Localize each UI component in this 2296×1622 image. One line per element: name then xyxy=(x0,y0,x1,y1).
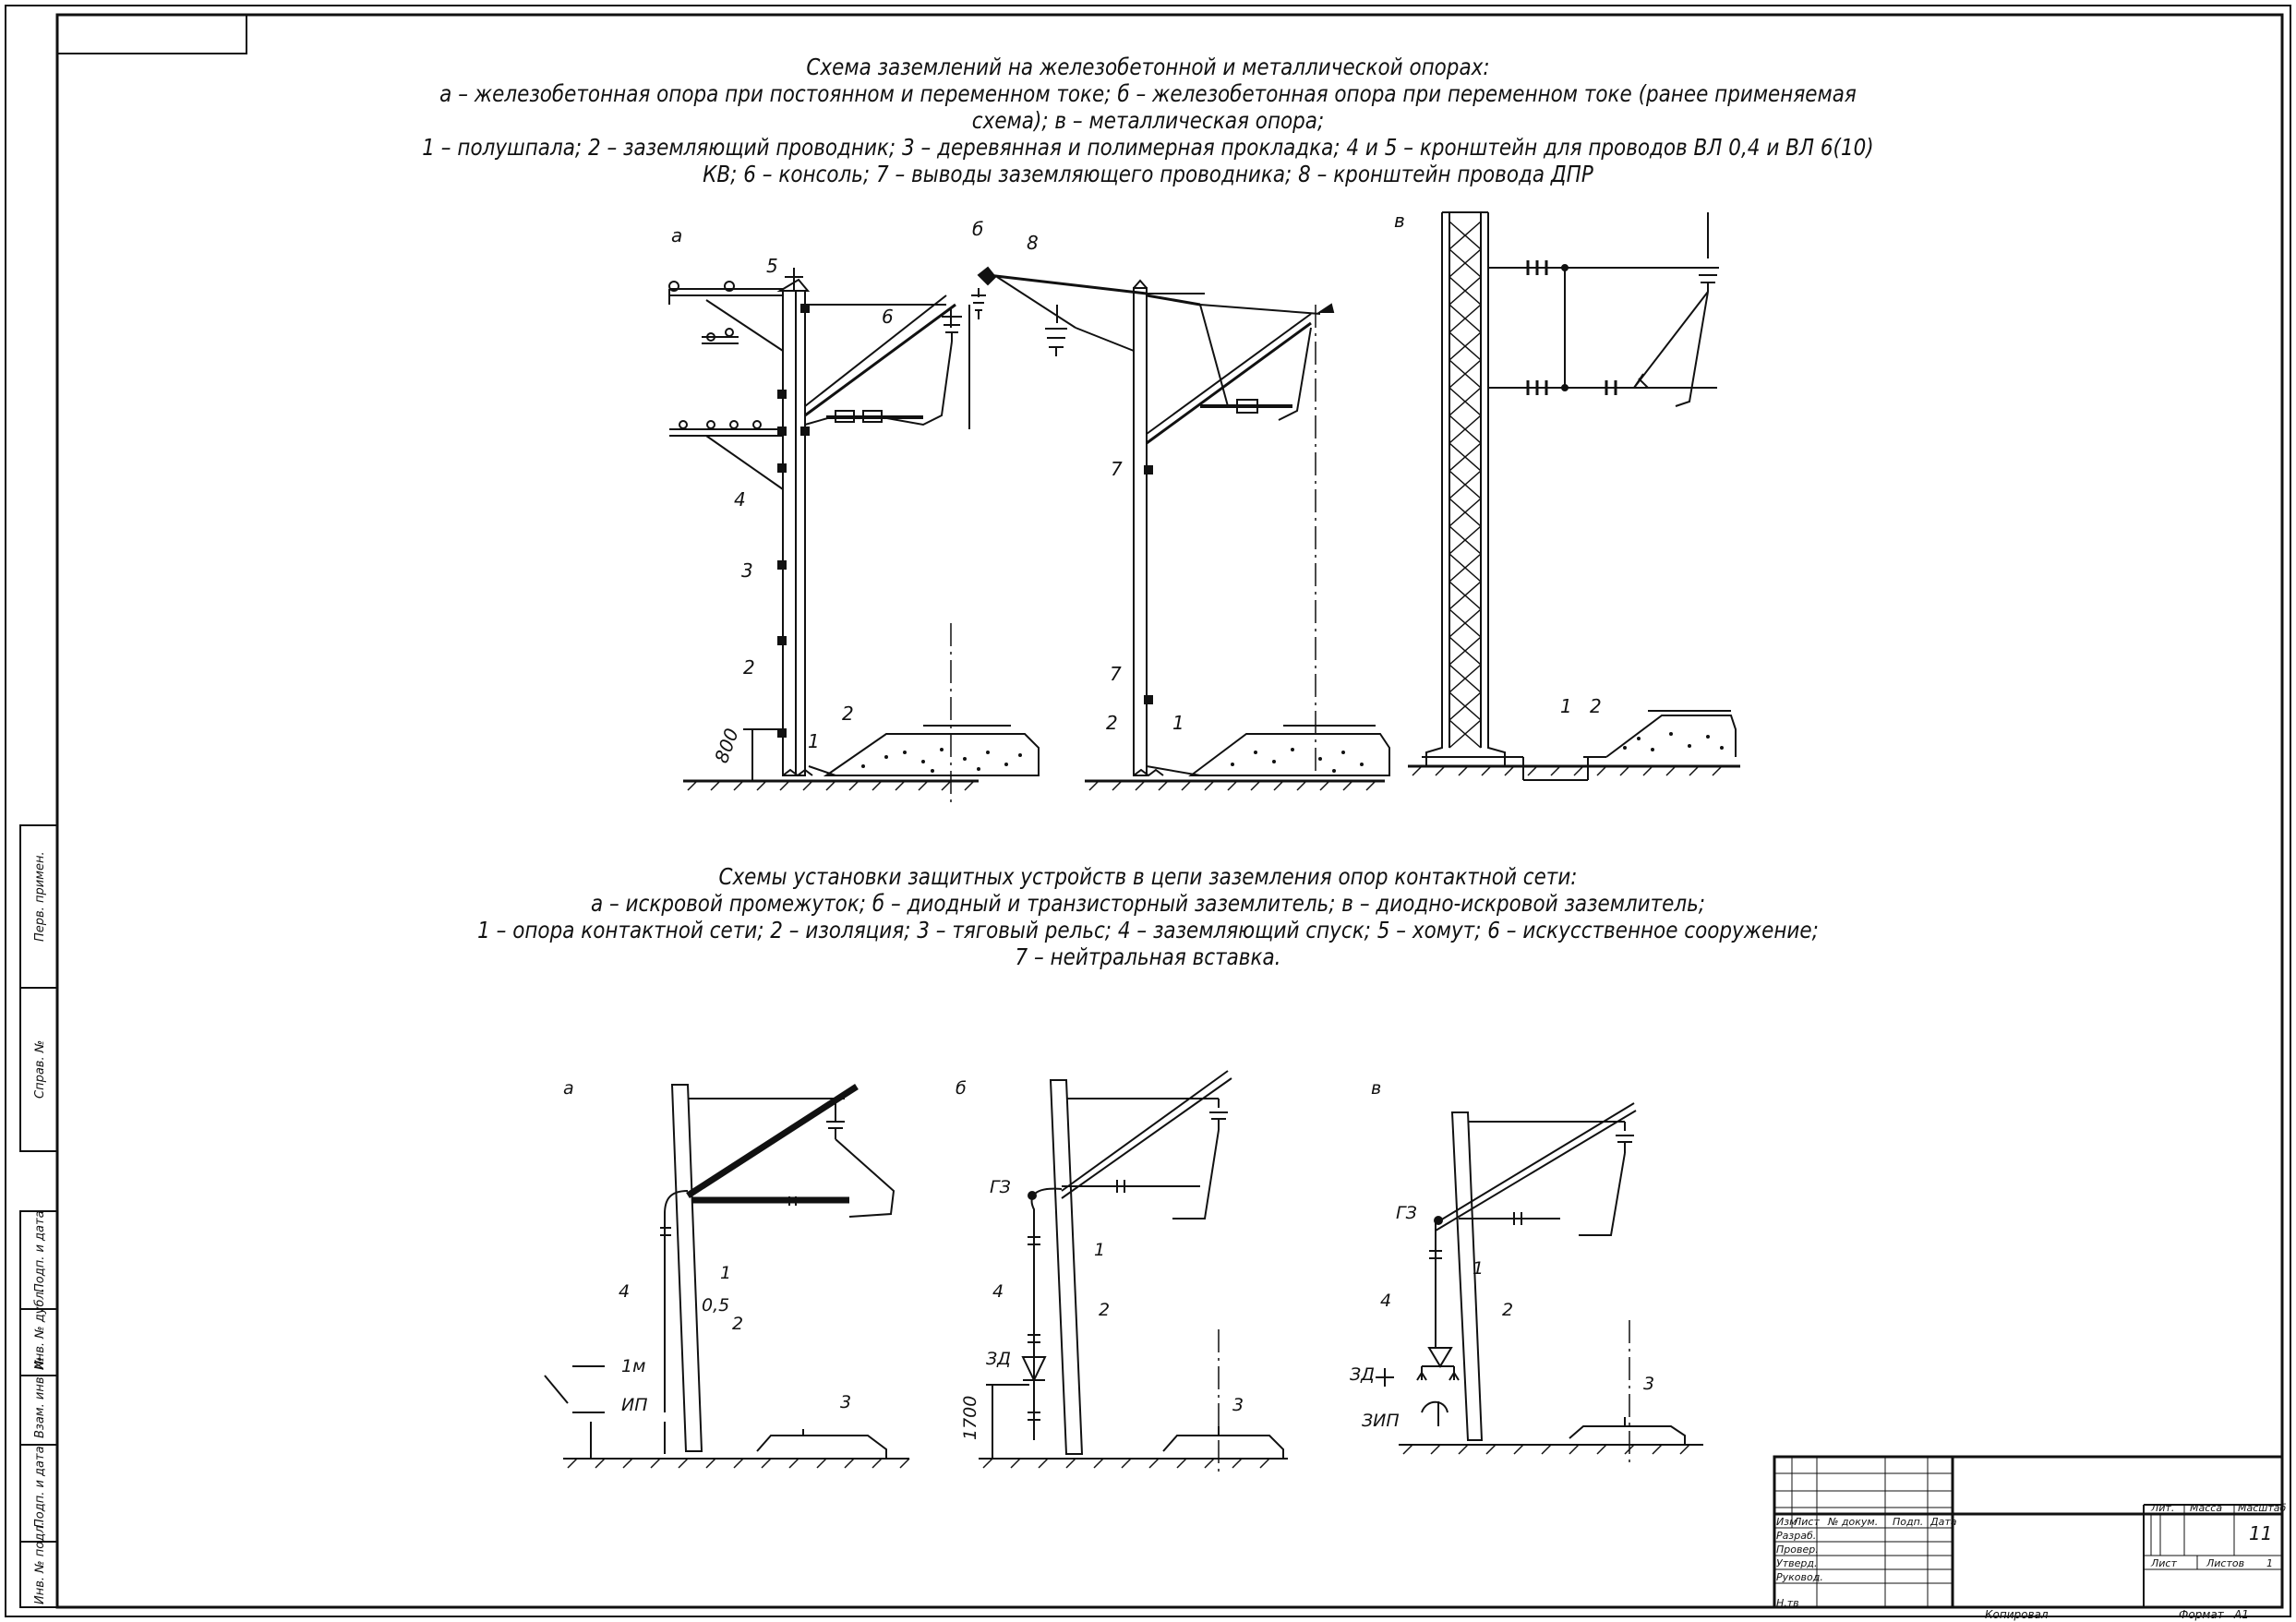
label-bottom-c: в xyxy=(1371,1078,1382,1099)
label-2: 2 xyxy=(1106,712,1118,734)
title-block xyxy=(1774,1457,2282,1607)
strip-inv-podl: Инв. № подл. xyxy=(33,1521,47,1604)
tb-row-prover: Провер. xyxy=(1776,1544,1819,1556)
label-gz: ГЗ xyxy=(990,1177,1011,1197)
label-4: 4 xyxy=(1380,1291,1392,1311)
label-6: 6 xyxy=(882,306,894,328)
tb-list: Лист xyxy=(2151,1557,2177,1569)
label-4: 4 xyxy=(734,488,746,511)
label-1: 1 xyxy=(1172,712,1184,734)
tb-col-data: Дата xyxy=(1930,1516,1957,1528)
label-4: 4 xyxy=(992,1281,1004,1302)
top-caption-line: Схема заземлений на железобетонной и металлической опорах: xyxy=(806,54,1490,80)
bottom-caption-line: 1 – опора контактной сети; 2 – изоляция; 3 – тяговый рельс; 4 – заземляющий спуск; 5 – хомут; 6 – искусственное сооружение; xyxy=(477,917,1819,943)
label-2: 2 xyxy=(1099,1300,1111,1320)
footer-kopiroval: Копировал xyxy=(1985,1608,2049,1621)
footer-format: Формат xyxy=(2179,1608,2224,1621)
tb-col-izm: Изм xyxy=(1776,1516,1797,1528)
label-zd: ЗД xyxy=(1350,1364,1376,1385)
bottom-figure xyxy=(545,1071,1703,1477)
label-top-a: а xyxy=(671,224,683,246)
label-2: 2 xyxy=(743,656,755,679)
tb-col-list: Лист xyxy=(1794,1516,1820,1528)
tb-masshtab: Масштаб xyxy=(2238,1502,2287,1514)
label-bottom-b: б xyxy=(956,1078,967,1099)
label-3: 3 xyxy=(1643,1374,1655,1394)
label-7: 7 xyxy=(1111,458,1123,480)
top-caption-line: 1 – полушпала; 2 – заземляющий проводник; 3 – деревянная и полимерная прокладка; 4 и 5 – кронштейн для проводов ВЛ 0,4 и ВЛ 6(10) xyxy=(422,134,1874,161)
left-strip-labels xyxy=(33,851,47,1604)
label-800: 800 xyxy=(710,725,743,766)
label-05: 0,5 xyxy=(702,1295,730,1316)
top-caption-line: схема); в – металлическая опора; xyxy=(971,107,1325,134)
top-caption-line: а – железобетонная опора при постоянном и переменном токе; б – железобетонная опора при переменном токе (ранее применяемая xyxy=(439,80,1857,107)
strip-inv-dubl: Инв. № дубл. xyxy=(33,1288,47,1370)
label-top-b: б xyxy=(972,218,984,240)
label-1: 1 xyxy=(1094,1240,1106,1260)
label-1: 1 xyxy=(1473,1258,1485,1279)
tb-listov-num: 1 xyxy=(2266,1557,2273,1569)
strip-sprav-no: Справ. № xyxy=(33,1039,47,1099)
label-zip: ЗИП xyxy=(1362,1411,1400,1431)
bottom-caption-line: 7 – нейтральная вставка. xyxy=(1015,943,1281,970)
tb-col-doc: № докум. xyxy=(1828,1516,1879,1528)
strip-vzam-inv: Взам. инв. № xyxy=(33,1356,47,1438)
tb-sheet-num: 11 xyxy=(2249,1522,2273,1544)
footer-format-value: А1 xyxy=(2234,1608,2249,1621)
tb-row-ntv: Н.тв xyxy=(1776,1597,1799,1609)
label-1: 1 xyxy=(1560,695,1572,717)
bottom-caption-line: Схемы установки защитных устройств в цепи заземления опор контактной сети: xyxy=(718,863,1578,890)
label-top-c: в xyxy=(1394,210,1405,232)
tb-row-razrab: Разраб. xyxy=(1776,1530,1817,1542)
tb-listov: Листов xyxy=(2206,1557,2245,1569)
tb-massa: Масса xyxy=(2190,1502,2223,1514)
strip-podp-data2: Подп. и дата xyxy=(33,1446,47,1528)
label-2: 2 xyxy=(842,703,854,725)
label-3: 3 xyxy=(840,1392,852,1412)
label-5: 5 xyxy=(766,255,778,277)
label-2: 2 xyxy=(1502,1300,1514,1320)
label-8: 8 xyxy=(1027,232,1039,254)
bottom-figure-labels xyxy=(563,1078,1654,1440)
top-caption-line: КВ; 6 – консоль; 7 – выводы заземляющего проводника; 8 – кронштейн провода ДПР xyxy=(703,161,1593,187)
strip-podp-data1: Подп. и дата xyxy=(33,1210,47,1292)
label-bottom-a: а xyxy=(563,1078,574,1099)
label-1m: 1м xyxy=(621,1356,646,1376)
label-gz: ГЗ xyxy=(1396,1203,1417,1223)
label-7: 7 xyxy=(1110,663,1122,685)
label-1: 1 xyxy=(808,730,820,752)
label-1700: 1700 xyxy=(960,1395,980,1440)
label-2: 2 xyxy=(732,1314,744,1334)
sheet-frame xyxy=(6,6,2290,1616)
tb-row-utverd: Утверд. xyxy=(1776,1557,1818,1569)
top-figure xyxy=(669,212,1740,803)
label-2: 2 xyxy=(1590,695,1602,717)
tb-lit: Лит. xyxy=(2151,1502,2175,1514)
label-4: 4 xyxy=(619,1281,631,1302)
label-3: 3 xyxy=(1232,1395,1244,1415)
tb-col-podp: Подп. xyxy=(1893,1516,1924,1528)
strip-perv-primen: Перв. примен. xyxy=(33,851,47,942)
footer xyxy=(1985,1608,2249,1621)
label-ip: ИП xyxy=(621,1395,648,1415)
bottom-caption-line: а – искровой промежуток; б – диодный и транзисторный заземлитель; в – диодно-искровой заземлитель; xyxy=(590,890,1706,917)
tb-row-rukovod: Руковод. xyxy=(1776,1571,1823,1583)
label-1: 1 xyxy=(720,1263,732,1283)
label-3: 3 xyxy=(741,559,753,582)
label-zd: ЗД xyxy=(986,1349,1012,1369)
